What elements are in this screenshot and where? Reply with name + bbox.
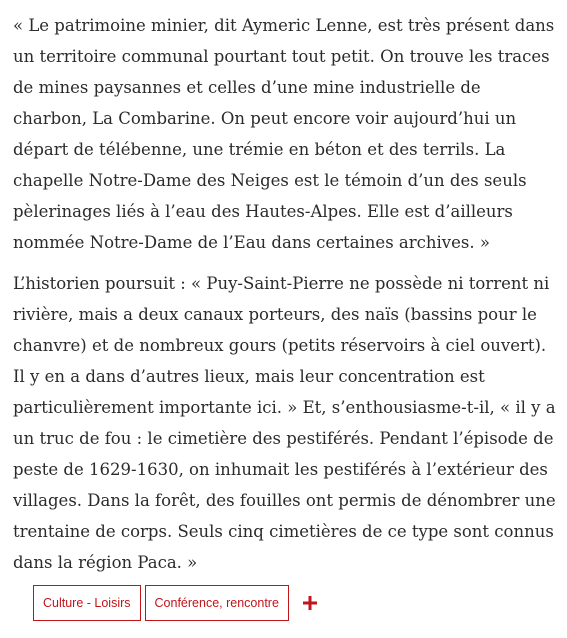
article-body bbox=[13, 10, 558, 578]
article-paragraph-1: « Le patrimoine minier, dit Aymeric Lenne, est très présent dans un territoire communal pourtant tout petit. On trouve les traces de mines paysannes et celles d’une mine industrielle de charbon, La Combarine. On peut encore voir aujourd’hui un départ de télébenne, une trémie en béton et des terrils. La chapelle Notre-Dame des Neiges est le témoin d’un des seuls pèlerinages liés à l’eau des Hautes-Alpes. Elle est d’ailleurs nommée Notre-Dame de l’Eau dans certaines archives. » bbox=[13, 16, 555, 252]
tag-culture-loisirs[interactable]: Culture - Loisirs bbox=[33, 585, 141, 621]
tag-list bbox=[33, 585, 319, 621]
article-paragraph-2: L’historien poursuit : « Puy-Saint-Pierre ne possède ni torrent ni rivière, mais a deux canaux porteurs, des naïs (bassins pour le chanvre) et de nombreux gours (petits réservoirs à ciel ouvert). Il y en a dans d’autres lieux, mais leur concentration est particulièrement importante ici. » Et, s’enthousiasme-t-il, « il y a un truc de fou : le cimetière des pestiférés. Pendant l’épisode de peste de 1629-1630, on inhumait les pestiférés à l’extérieur des villages. Dans la forêt, des fouilles ont permis de dénombrer une trentaine de corps. Seuls cinq cimetières de ce type sont connus dans la région Paca. » bbox=[13, 274, 556, 572]
tag-conference-rencontre[interactable]: Conférence, rencontre bbox=[145, 585, 289, 621]
plus-icon[interactable] bbox=[301, 594, 319, 612]
